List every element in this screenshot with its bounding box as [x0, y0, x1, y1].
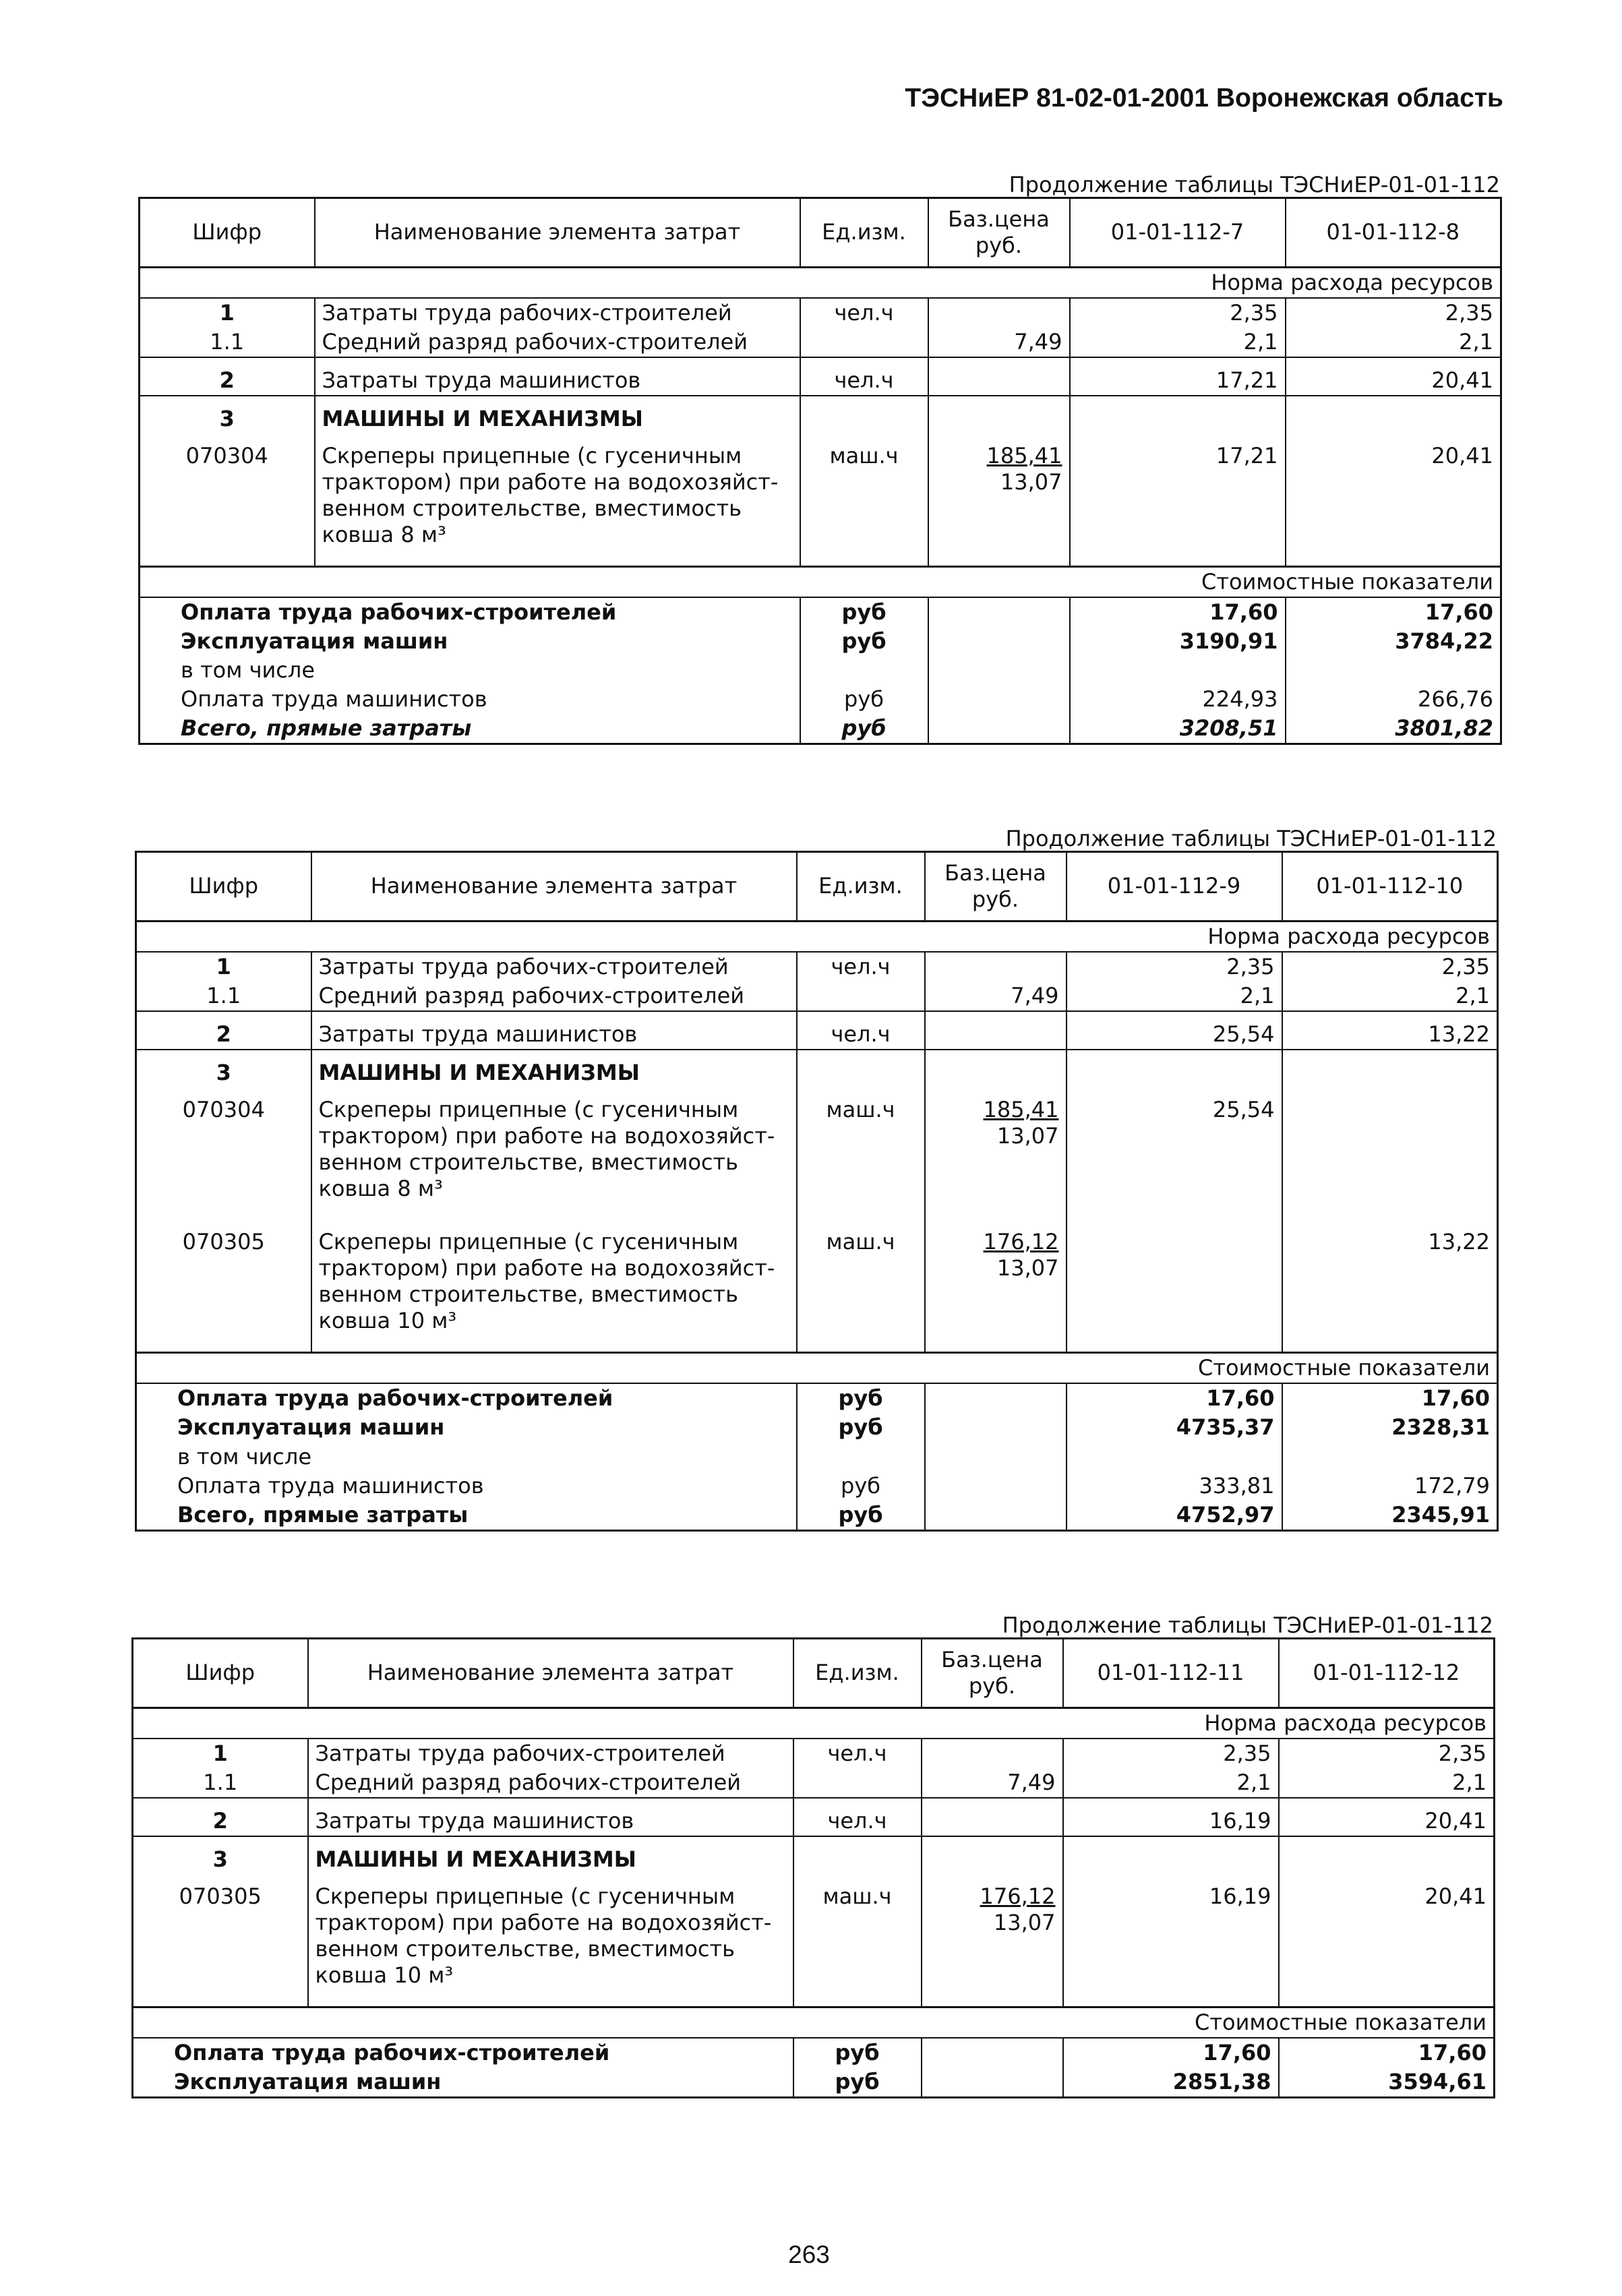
row-code: 1.1 [133, 1768, 308, 1798]
cost-price [928, 714, 1070, 744]
row-unit [793, 1836, 922, 1874]
cost-value-b: 172,79 [1282, 1472, 1498, 1501]
machine-price-bottom: 13,07 [993, 1910, 1056, 1936]
machine-code: 070304 [182, 1097, 265, 1123]
cost-value-a: 224,93 [1070, 685, 1286, 714]
machine-price-top: 176,12 [980, 1883, 1056, 1910]
cost-value-a: 17,60 [1070, 597, 1286, 627]
cost-price [925, 1472, 1067, 1501]
col-header-price: Баз.цена руб. [925, 852, 1067, 922]
cost-value-a: 3190,91 [1070, 627, 1286, 656]
row-price [925, 1011, 1067, 1050]
col-header-code-b: 01-01-112-10 [1282, 852, 1498, 922]
table-row [133, 1768, 1495, 1798]
machine-price [922, 1874, 1063, 2007]
row-price: 7,49 [928, 328, 1070, 357]
cost-price [922, 2038, 1063, 2067]
cost-row [136, 1443, 1498, 1472]
header-row [140, 198, 1501, 268]
row-name: Затраты труда машинистов [308, 1798, 793, 1836]
cost-value-a [1070, 656, 1286, 685]
row-name: Средний разряд рабочих-строителей [311, 981, 797, 1011]
machine-code: 070305 [133, 1874, 308, 2007]
row-value-a: 2,35 [1067, 952, 1282, 981]
cost-unit: руб [793, 2038, 922, 2067]
machine-value-a: 16,19 [1063, 1874, 1279, 2007]
row-value-a: 2,1 [1067, 981, 1282, 1011]
row-code: 1 [219, 300, 235, 326]
cost-price [925, 1443, 1067, 1472]
cost-unit: руб [797, 1413, 925, 1442]
row-code: 3 [212, 1846, 228, 1873]
row-code: 2 [133, 1798, 308, 1836]
row-value-a: 16,19 [1063, 1798, 1279, 1836]
row-value-a: 2,35 [1063, 1739, 1279, 1768]
machine-value-a: 17,21 [1070, 433, 1286, 567]
row-value-b: 2,1 [1286, 328, 1501, 357]
cost-value-a [1067, 1443, 1282, 1472]
col-header-name: Наименование элемента затрат [311, 852, 797, 922]
machine-unit: маш.ч [800, 433, 928, 567]
machine-value-b: 13,22 [1282, 1219, 1498, 1353]
row-value-a: 17,21 [1070, 357, 1286, 396]
cost-row [136, 1472, 1498, 1501]
table-row [136, 952, 1498, 981]
machine-price [925, 1219, 1067, 1353]
continuation-caption: Продолжение таблицы ТЭСНиЕР-01-01-112 [1009, 172, 1500, 198]
norm-section-label: Норма расхода ресурсов [133, 1708, 1495, 1739]
machine-unit: маш.ч [793, 1874, 922, 2007]
row-unit [797, 981, 925, 1011]
machine-price [928, 433, 1070, 567]
cost-unit: руб [800, 597, 928, 627]
row-name: Затраты труда рабочих-строителей [311, 952, 797, 981]
row-unit: чел.ч [800, 357, 928, 396]
cost-price [922, 2067, 1063, 2098]
resource-table [138, 197, 1502, 745]
row-unit [793, 1768, 922, 1798]
row-value-b: 20,41 [1279, 1798, 1495, 1836]
row-value-b [1282, 1050, 1498, 1087]
col-header-price: Баз.цена руб. [928, 198, 1070, 268]
machine-value-b: 20,41 [1279, 1874, 1495, 2007]
cost-section-label: Стоимостные показатели [133, 2007, 1495, 2038]
cost-name: Оплата труда рабочих-строителей [174, 2040, 610, 2066]
row-price [922, 1836, 1063, 1874]
row-unit: чел.ч [797, 1011, 925, 1050]
machine-code: 070304 [140, 433, 315, 567]
col-header-code-a: 01-01-112-7 [1070, 198, 1286, 268]
cost-row [140, 685, 1501, 714]
cost-value-a: 17,60 [1063, 2038, 1279, 2067]
table-row [140, 298, 1501, 328]
machine-value-b [1282, 1087, 1498, 1219]
cost-value-b: 266,76 [1286, 685, 1501, 714]
cost-name: Оплата труда машинистов [181, 686, 487, 713]
cost-section-label: Стоимостные показатели [140, 567, 1501, 598]
machine-value-a [1067, 1219, 1282, 1353]
row-name: Затраты труда машинистов [311, 1011, 797, 1050]
page-number: 263 [788, 2241, 830, 2268]
col-header-code-b: 01-01-112-8 [1286, 198, 1501, 268]
row-name: Затраты труда рабочих-строителей [308, 1739, 793, 1768]
table-row [136, 1011, 1498, 1050]
cost-name: в том числе [181, 657, 315, 684]
row-code: 2 [140, 357, 315, 396]
cost-value-a: 2851,38 [1063, 2067, 1279, 2098]
row-code: 1 [212, 1741, 228, 1767]
machine-value-a: 25,54 [1067, 1087, 1282, 1219]
cost-row [140, 656, 1501, 685]
row-value-b [1279, 1836, 1495, 1874]
col-header-code-b: 01-01-112-12 [1279, 1639, 1495, 1708]
cost-unit: руб [793, 2067, 922, 2098]
header-row [136, 852, 1498, 922]
col-header-code-a: 01-01-112-9 [1067, 852, 1282, 922]
table-row [140, 357, 1501, 396]
row-name: МАШИНЫ И МЕХАНИЗМЫ [315, 396, 800, 433]
row-value-a: 2,1 [1063, 1768, 1279, 1798]
cost-unit: руб [797, 1501, 925, 1531]
row-value-b: 2,35 [1279, 1739, 1495, 1768]
resource-table [135, 851, 1499, 1532]
row-name: МАШИНЫ И МЕХАНИЗМЫ [311, 1050, 797, 1087]
row-unit: чел.ч [800, 298, 928, 328]
continuation-caption: Продолжение таблицы ТЭСНиЕР-01-01-112 [1005, 826, 1497, 851]
row-price [925, 1050, 1067, 1087]
row-code: 1 [216, 954, 231, 980]
cost-row [140, 597, 1501, 627]
machine-row [136, 1087, 1498, 1219]
cost-section-label: Стоимостные показатели [136, 1353, 1498, 1384]
row-code: 3 [216, 1060, 231, 1086]
cost-value-b: 3801,82 [1286, 714, 1501, 744]
row-value-a: 2,1 [1070, 328, 1286, 357]
cost-value-b: 2345,91 [1282, 1501, 1498, 1531]
norm-section-label: Норма расхода ресурсов [140, 268, 1501, 299]
col-header-name: Наименование элемента затрат [308, 1639, 793, 1708]
cost-row [136, 1501, 1498, 1531]
machine-row [140, 433, 1501, 567]
table-row [136, 981, 1498, 1011]
row-value-b: 20,41 [1286, 357, 1501, 396]
col-header-unit: Ед.изм. [800, 198, 928, 268]
machine-price-top: 185,41 [983, 1097, 1059, 1123]
cost-unit: руб [800, 714, 928, 744]
cost-row [136, 1383, 1498, 1413]
cost-price [925, 1383, 1067, 1413]
row-code: 1.1 [136, 981, 311, 1011]
row-price [925, 952, 1067, 981]
row-value-b: 2,35 [1286, 298, 1501, 328]
machine-value-b: 20,41 [1286, 433, 1501, 567]
cost-value-b: 2328,31 [1282, 1413, 1498, 1442]
cost-unit: руб [800, 685, 928, 714]
cost-unit [797, 1443, 925, 1472]
cost-value-a: 17,60 [1067, 1383, 1282, 1413]
col-header-name: Наименование элемента затрат [315, 198, 800, 268]
machine-name: Скреперы прицепные (с гусеничным трактором) при работе на водохозяйст-венном строительстве, вместимость ковша 10 м³ [311, 1219, 797, 1353]
row-value-b: 2,1 [1279, 1768, 1495, 1798]
cost-unit [800, 656, 928, 685]
cost-price [928, 656, 1070, 685]
cost-value-a: 4735,37 [1067, 1413, 1282, 1442]
machine-name: Скреперы прицепные (с гусеничным трактором) при работе на водохозяйст-венном строительстве, вместимость ковша 8 м³ [315, 433, 800, 567]
row-price [928, 396, 1070, 433]
machines-header-row [133, 1836, 1495, 1874]
col-header-code: Шифр [133, 1639, 308, 1708]
row-unit [797, 1050, 925, 1087]
row-value-b: 2,1 [1282, 981, 1498, 1011]
machine-price-top: 176,12 [983, 1229, 1059, 1255]
header-row [133, 1639, 1495, 1708]
cost-section-row [140, 567, 1501, 598]
norm-section-row [140, 268, 1501, 299]
cost-section-row [136, 1353, 1498, 1384]
cost-value-b [1282, 1443, 1498, 1472]
row-unit [800, 328, 928, 357]
cost-name: Эксплуатация машин [174, 2069, 442, 2095]
table-row [133, 1798, 1495, 1836]
col-header-code: Шифр [140, 198, 315, 268]
row-price [928, 298, 1070, 328]
row-value-b: 2,35 [1282, 952, 1498, 981]
cost-value-b [1286, 656, 1501, 685]
row-value-a [1063, 1836, 1279, 1874]
row-value-a [1067, 1050, 1282, 1087]
row-code: 1.1 [140, 328, 315, 357]
row-name: Затраты труда машинистов [315, 357, 800, 396]
cost-value-a: 3208,51 [1070, 714, 1286, 744]
norm-section-row [136, 922, 1498, 953]
cost-row [140, 714, 1501, 744]
cost-name: Оплата труда машинистов [177, 1472, 484, 1499]
cost-unit: руб [797, 1383, 925, 1413]
cost-row [133, 2038, 1495, 2067]
row-value-a: 2,35 [1070, 298, 1286, 328]
machine-unit: маш.ч [797, 1219, 925, 1353]
col-header-code: Шифр [136, 852, 311, 922]
cost-price [928, 685, 1070, 714]
col-header-price: Баз.цена руб. [922, 1639, 1063, 1708]
table-row [133, 1739, 1495, 1768]
cost-price [925, 1501, 1067, 1531]
machine-price [925, 1087, 1067, 1219]
cost-value-a: 4752,97 [1067, 1501, 1282, 1531]
row-name: Затраты труда рабочих-строителей [315, 298, 800, 328]
cost-price [928, 627, 1070, 656]
cost-value-b: 3594,61 [1279, 2067, 1495, 2098]
cost-value-b: 17,60 [1279, 2038, 1495, 2067]
machine-price-bottom: 13,07 [1000, 469, 1062, 495]
machine-name: Скреперы прицепные (с гусеничным трактором) при работе на водохозяйст-венном строительстве, вместимость ковша 10 м³ [308, 1874, 793, 2007]
machine-price-bottom: 13,07 [996, 1123, 1059, 1149]
cost-row [136, 1413, 1498, 1442]
cost-row [140, 627, 1501, 656]
document-header: ТЭСНиЕР 81-02-01-2001 Воронежская область [905, 84, 1503, 113]
cost-name: Оплата труда рабочих-строителей [177, 1385, 613, 1412]
cost-name: Всего, прямые затраты [177, 1501, 469, 1528]
continuation-caption: Продолжение таблицы ТЭСНиЕР-01-01-112 [1002, 1612, 1493, 1638]
cost-row [133, 2067, 1495, 2098]
row-name: МАШИНЫ И МЕХАНИЗМЫ [308, 1836, 793, 1874]
norm-section-label: Норма расхода ресурсов [136, 922, 1498, 953]
row-value-a [1070, 396, 1286, 433]
col-header-unit: Ед.изм. [793, 1639, 922, 1708]
cost-name: Всего, прямые затраты [181, 715, 472, 742]
row-price [922, 1739, 1063, 1768]
row-price: 7,49 [925, 981, 1067, 1011]
cost-unit: руб [797, 1472, 925, 1501]
table-row [140, 328, 1501, 357]
row-unit [800, 396, 928, 433]
cost-name: Эксплуатация машин [177, 1414, 445, 1441]
cost-price [928, 597, 1070, 627]
row-name: Средний разряд рабочих-строителей [315, 328, 800, 357]
norm-section-row [133, 1708, 1495, 1739]
row-value-a: 25,54 [1067, 1011, 1282, 1050]
machine-row [133, 1874, 1495, 2007]
cost-value-b: 17,60 [1282, 1383, 1498, 1413]
row-value-b: 13,22 [1282, 1011, 1498, 1050]
cost-value-a: 333,81 [1067, 1472, 1282, 1501]
row-unit: чел.ч [793, 1739, 922, 1768]
machines-header-row [136, 1050, 1498, 1087]
machine-unit: маш.ч [797, 1087, 925, 1219]
row-unit: чел.ч [793, 1798, 922, 1836]
cost-value-b: 17,60 [1286, 597, 1501, 627]
cost-name: Оплата труда рабочих-строителей [181, 599, 617, 626]
machine-row [136, 1219, 1498, 1353]
row-code: 3 [219, 406, 235, 432]
col-header-unit: Ед.изм. [797, 852, 925, 922]
machine-price-bottom: 13,07 [996, 1255, 1059, 1281]
row-price [922, 1798, 1063, 1836]
machines-header-row [140, 396, 1501, 433]
resource-table [131, 1637, 1495, 2098]
cost-unit: руб [800, 627, 928, 656]
col-header-code-a: 01-01-112-11 [1063, 1639, 1279, 1708]
machine-price-top: 185,41 [986, 443, 1062, 469]
cost-name: в том числе [177, 1443, 311, 1470]
row-unit: чел.ч [797, 952, 925, 981]
row-price: 7,49 [922, 1768, 1063, 1798]
row-code: 2 [136, 1011, 311, 1050]
row-price [928, 357, 1070, 396]
row-name: Средний разряд рабочих-строителей [308, 1768, 793, 1798]
cost-section-row [133, 2007, 1495, 2038]
cost-value-b: 3784,22 [1286, 627, 1501, 656]
row-value-b [1286, 396, 1501, 433]
cost-name: Эксплуатация машин [181, 628, 448, 655]
cost-price [925, 1413, 1067, 1442]
machine-name: Скреперы прицепные (с гусеничным трактором) при работе на водохозяйст-венном строительстве, вместимость ковша 8 м³ [311, 1087, 797, 1219]
machine-code: 070305 [136, 1219, 311, 1353]
